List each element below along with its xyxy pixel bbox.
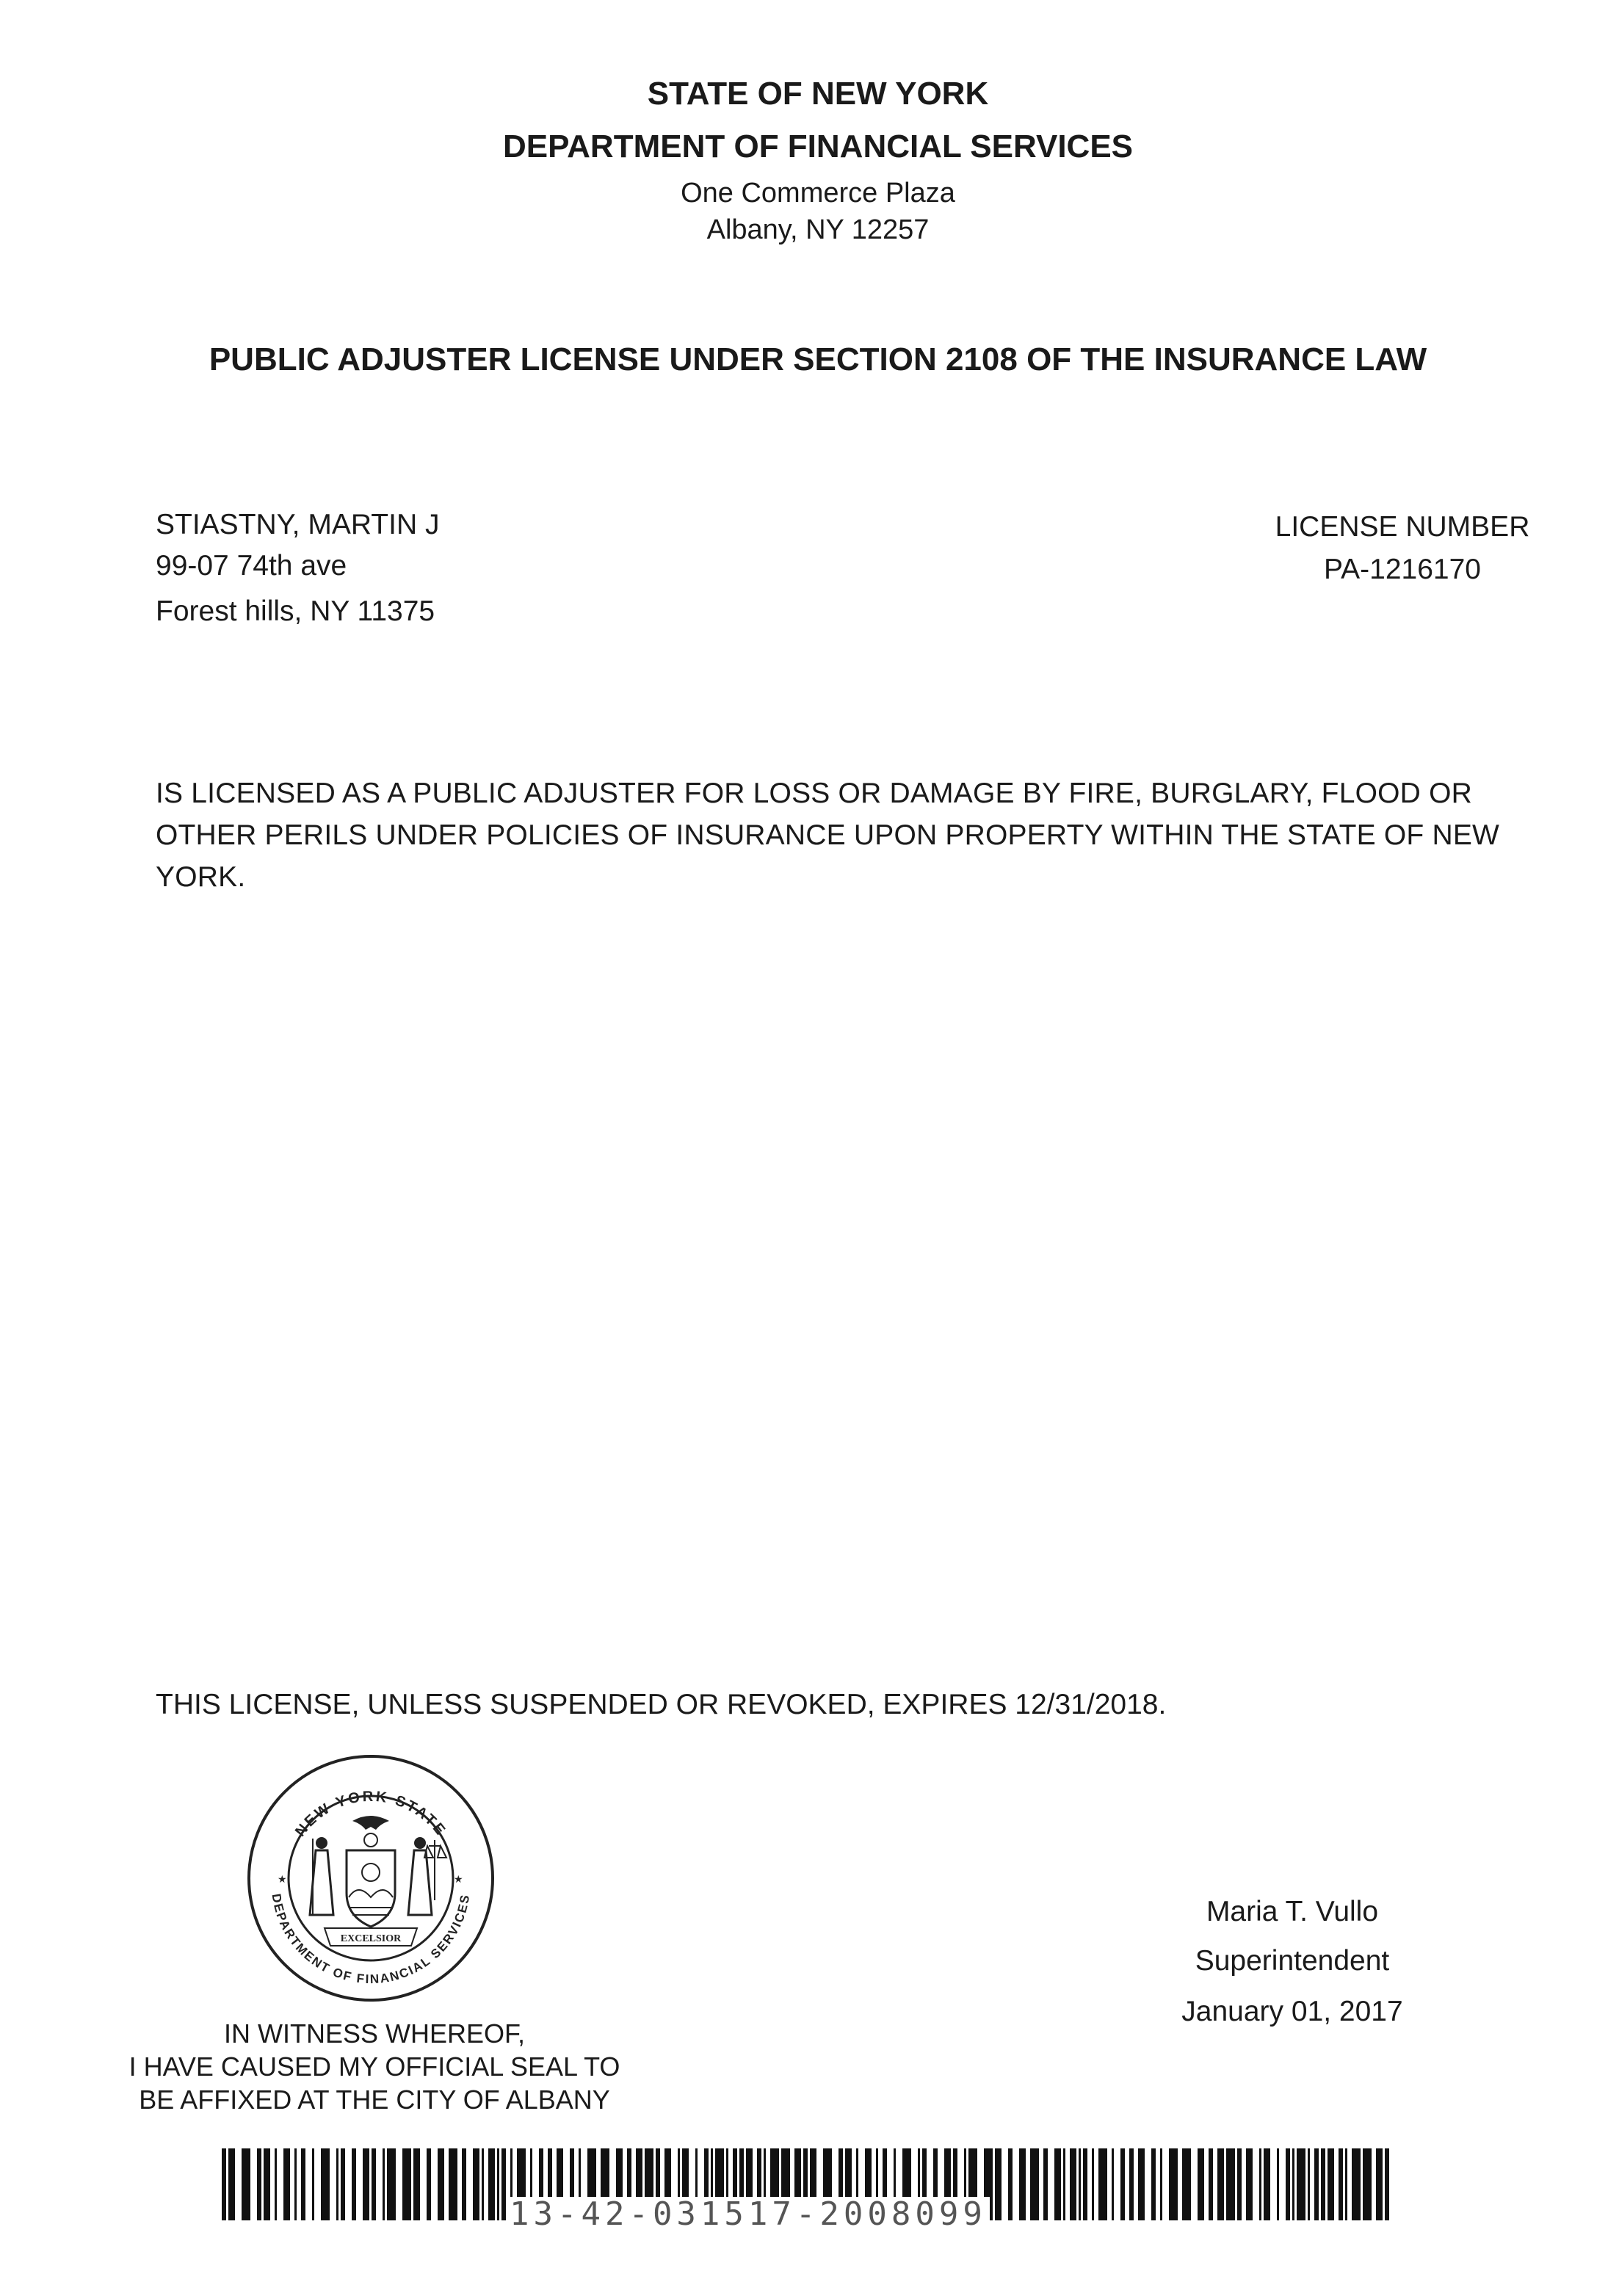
barcode-bar [275, 2148, 277, 2220]
barcode-bar [1328, 2148, 1334, 2220]
svg-text:NEW YORK STATE [292, 1789, 449, 1840]
barcode-bar [1070, 2148, 1076, 2220]
barcode-digits: 13-42-031517-2008099 [507, 2197, 990, 2232]
header-address-line1: One Commerce Plaza [681, 178, 955, 209]
barcode-bar [1292, 2148, 1294, 2220]
barcode-bar [1063, 2148, 1065, 2220]
barcode-bar [462, 2148, 466, 2220]
svg-text:★: ★ [278, 1874, 287, 1886]
license-number: PA-1216170 [1324, 554, 1481, 585]
barcode-bar [1160, 2148, 1162, 2220]
barcode-bar [1030, 2148, 1039, 2220]
barcode-bar [321, 2148, 330, 2220]
header-state: STATE OF NEW YORK [647, 76, 989, 112]
header-department: DEPARTMENT OF FINANCIAL SERVICES [502, 128, 1134, 164]
signatory-name: Maria T. Vullo [1206, 1896, 1379, 1927]
barcode-bar [501, 2148, 506, 2220]
barcode-bar [387, 2148, 396, 2220]
barcode-bar [1182, 2148, 1191, 2220]
barcode-bar [294, 2148, 297, 2220]
barcode-bar [438, 2148, 444, 2220]
witness-line2: I HAVE CAUSED MY OFFICIAL SEAL TO [128, 2051, 620, 2082]
barcode-bar [1008, 2148, 1013, 2220]
barcode-bar [383, 2148, 385, 2220]
barcode-bar [1019, 2148, 1026, 2220]
licensee-street: 99-07 74th ave [156, 550, 347, 582]
barcode-bar [1083, 2148, 1087, 2220]
barcode-bar [1286, 2148, 1290, 2220]
barcode-bar [1297, 2148, 1305, 2220]
barcode-bar [1308, 2148, 1310, 2220]
barcode-bar [1079, 2148, 1081, 2220]
issue-date: January 01, 2017 [1181, 1996, 1403, 2027]
signatory-title: Superintendent [1195, 1945, 1390, 1977]
barcode-bar [1363, 2148, 1372, 2220]
expiry-statement: THIS LICENSE, UNLESS SUSPENDED OR REVOKED, EXPIRES 12/31/2018. [156, 1689, 1167, 1720]
barcode-bar [1385, 2148, 1389, 2220]
barcode-bar [1169, 2148, 1178, 2220]
barcode-bar [1120, 2148, 1125, 2220]
barcode-bar [312, 2148, 314, 2220]
barcode-bar [1129, 2148, 1134, 2220]
barcode-bar [1339, 2148, 1343, 2220]
barcode-bar [413, 2148, 420, 2220]
barcode-bar [1217, 2148, 1224, 2220]
barcode-bar [1259, 2148, 1261, 2220]
barcode-bar [264, 2148, 270, 2220]
barcode-bar [1138, 2148, 1145, 2220]
barcode-bar [1314, 2148, 1319, 2220]
barcode-bar [1246, 2148, 1253, 2220]
header-address-line2: Albany, NY 12257 [706, 214, 930, 245]
barcode-bar [482, 2148, 484, 2220]
barcode-bar [1209, 2148, 1213, 2220]
barcode-bar [1043, 2148, 1048, 2220]
barcode-bar [995, 2148, 1002, 2220]
barcode-bar [372, 2148, 376, 2220]
barcode-bar [283, 2148, 290, 2220]
barcode-bar [1098, 2148, 1107, 2220]
barcode-bar [1352, 2148, 1361, 2220]
license-statement: IS LICENSED AS A PUBLIC ADJUSTER FOR LOSS OR DAMAGE BY FIRE, BURGLARY, FLOOD OR OTHER PERILS UNDER POLICIES OF INSURANCE UPON PROPERTY WITHIN THE STATE OF NEW YORK. [156, 778, 1500, 893]
witness-line3: BE AFFIXED AT THE CITY OF ALBANY [139, 2085, 610, 2115]
barcode-bar [473, 2148, 479, 2220]
barcode-bar [1226, 2148, 1235, 2220]
barcode-bar [497, 2148, 499, 2220]
license-number-label: LICENSE NUMBER [1275, 511, 1530, 543]
barcode-bar [1277, 2148, 1279, 2220]
barcode-bar [363, 2148, 369, 2220]
barcode-bar [402, 2148, 411, 2220]
barcode-bar [336, 2148, 338, 2220]
barcode-bar [1345, 2148, 1347, 2220]
licensee-city: Forest hills, NY 11375 [156, 595, 435, 627]
barcode-bar [228, 2148, 235, 2220]
barcode-bar [257, 2148, 261, 2220]
seal-top-text: NEW YORK STATE [291, 1788, 450, 1840]
seal-bottom-text: DEPARTMENT OF FINANCIAL SERVICES [269, 1892, 473, 1987]
barcode-bar [341, 2148, 345, 2220]
licensee-name: STIASTNY, MARTIN J [156, 509, 440, 540]
svg-text:★: ★ [454, 1874, 463, 1886]
barcode-bar [488, 2148, 495, 2220]
barcode-bar [1376, 2148, 1383, 2220]
document-title: PUBLIC ADJUSTER LICENSE UNDER SECTION 2108 OF THE INSURANCE LAW [209, 341, 1427, 377]
seal-motto: EXCELSIOR [340, 1933, 402, 1944]
barcode-bar [427, 2148, 431, 2220]
barcode-bar [222, 2148, 226, 2220]
barcode-bar [1112, 2148, 1114, 2220]
barcode-bar [301, 2148, 305, 2220]
official-seal-icon [242, 1753, 499, 2003]
barcode-bar [1264, 2148, 1270, 2220]
witness-line1: IN WITNESS WHEREOF, [223, 2018, 525, 2049]
barcode-bar [1237, 2148, 1242, 2220]
barcode-bar [449, 2148, 457, 2220]
barcode-bar [1198, 2148, 1204, 2220]
barcode-bar [1092, 2148, 1094, 2220]
barcode-bar [242, 2148, 250, 2220]
barcode-bar [1321, 2148, 1325, 2220]
barcode-bar [352, 2148, 356, 2220]
barcode-bar [1054, 2148, 1061, 2220]
barcode-bar [1151, 2148, 1156, 2220]
